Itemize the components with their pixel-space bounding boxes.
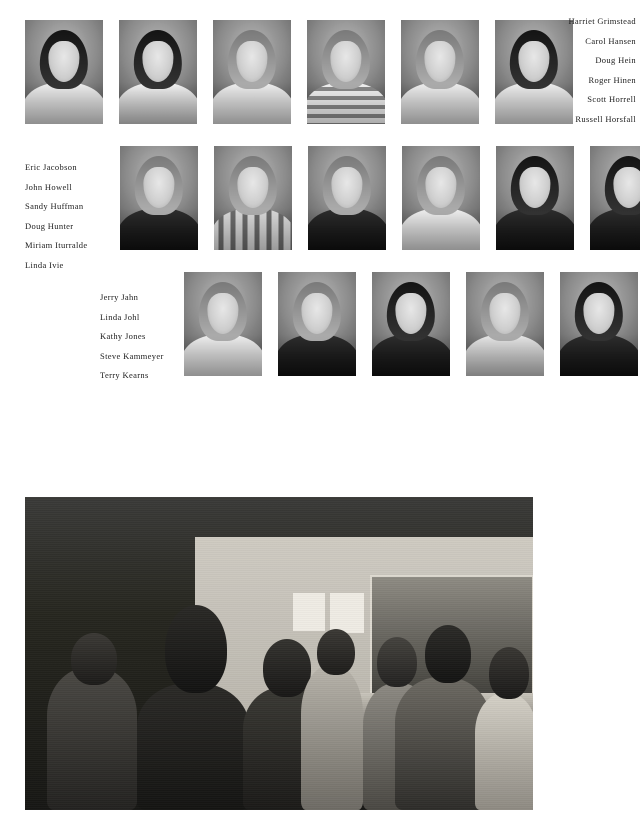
student-name: Roger Hinen (588, 74, 636, 85)
student-portrait (213, 20, 291, 124)
student-name: Steve Kammeyer (100, 350, 164, 361)
student-portrait (466, 272, 544, 376)
student-portrait (119, 20, 197, 124)
portrait-vignette (590, 208, 640, 250)
name-list-row-3 (100, 288, 164, 386)
student-name: Jerry Jahn (100, 292, 139, 302)
student-name: Russell Horsfall (575, 113, 636, 124)
student-name: Harriet Grimstead (568, 16, 636, 26)
student-name: Linda Ivie (25, 259, 64, 270)
student-name: Doug Hein (595, 55, 636, 66)
student-name: John Howell (25, 181, 73, 192)
student-name: Linda Johl (100, 311, 140, 322)
student-name: Miriam Iturralde (25, 240, 88, 251)
portrait-vignette (184, 334, 262, 376)
student-name: Terry Kearns (100, 370, 149, 381)
photo-student-4 (301, 665, 363, 810)
photo-notice-paper-2 (330, 593, 364, 633)
portrait-row-1 (25, 20, 573, 124)
student-portrait (495, 20, 573, 124)
portrait-vignette (402, 208, 480, 250)
student-portrait (590, 146, 640, 250)
student-name: Carol Hansen (585, 35, 636, 46)
photo-student-5-head (377, 637, 417, 687)
portrait-vignette (278, 334, 356, 376)
student-name: Scott Horrell (587, 94, 636, 105)
student-portrait (308, 146, 386, 250)
student-portrait (120, 146, 198, 250)
photo-student-1 (47, 667, 137, 810)
student-portrait (278, 272, 356, 376)
student-portrait (401, 20, 479, 124)
photo-student-4-head (317, 629, 355, 675)
portrait-vignette (401, 82, 479, 124)
name-list-row-1 (568, 12, 636, 130)
portrait-vignette (120, 208, 198, 250)
student-portrait (214, 146, 292, 250)
portrait-vignette (466, 334, 544, 376)
photo-student-2-head (165, 605, 227, 693)
portrait-vignette (213, 82, 291, 124)
student-portrait (372, 272, 450, 376)
portrait-vignette (308, 208, 386, 250)
photo-student-3-head (263, 639, 311, 697)
portrait-vignette (372, 334, 450, 376)
student-portrait (496, 146, 574, 250)
student-portrait (402, 146, 480, 250)
photo-notice-paper-1 (293, 593, 325, 631)
photo-student-2 (137, 683, 249, 810)
portrait-vignette (25, 82, 103, 124)
portrait-row-2 (120, 146, 640, 250)
candid-group-photo (25, 497, 533, 810)
portrait-vignette (496, 208, 574, 250)
name-list-row-2 (25, 158, 87, 276)
photo-student-7 (475, 693, 533, 810)
portrait-vignette (214, 208, 292, 250)
student-portrait (307, 20, 385, 124)
student-name: Eric Jacobson (25, 162, 77, 172)
student-portrait (25, 20, 103, 124)
photo-student-7-head (489, 647, 529, 699)
portrait-vignette (119, 82, 197, 124)
student-name: Kathy Jones (100, 331, 146, 342)
student-portrait (560, 272, 638, 376)
student-portrait (184, 272, 262, 376)
student-name: Doug Hunter (25, 220, 74, 231)
portrait-vignette (495, 82, 573, 124)
portrait-face (613, 167, 640, 209)
student-name: Sandy Huffman (25, 201, 84, 212)
portrait-vignette (307, 82, 385, 124)
photo-student-6-head (425, 625, 471, 683)
portrait-vignette (560, 334, 638, 376)
photo-student-1-head (71, 633, 117, 685)
portrait-row-3 (184, 272, 638, 376)
